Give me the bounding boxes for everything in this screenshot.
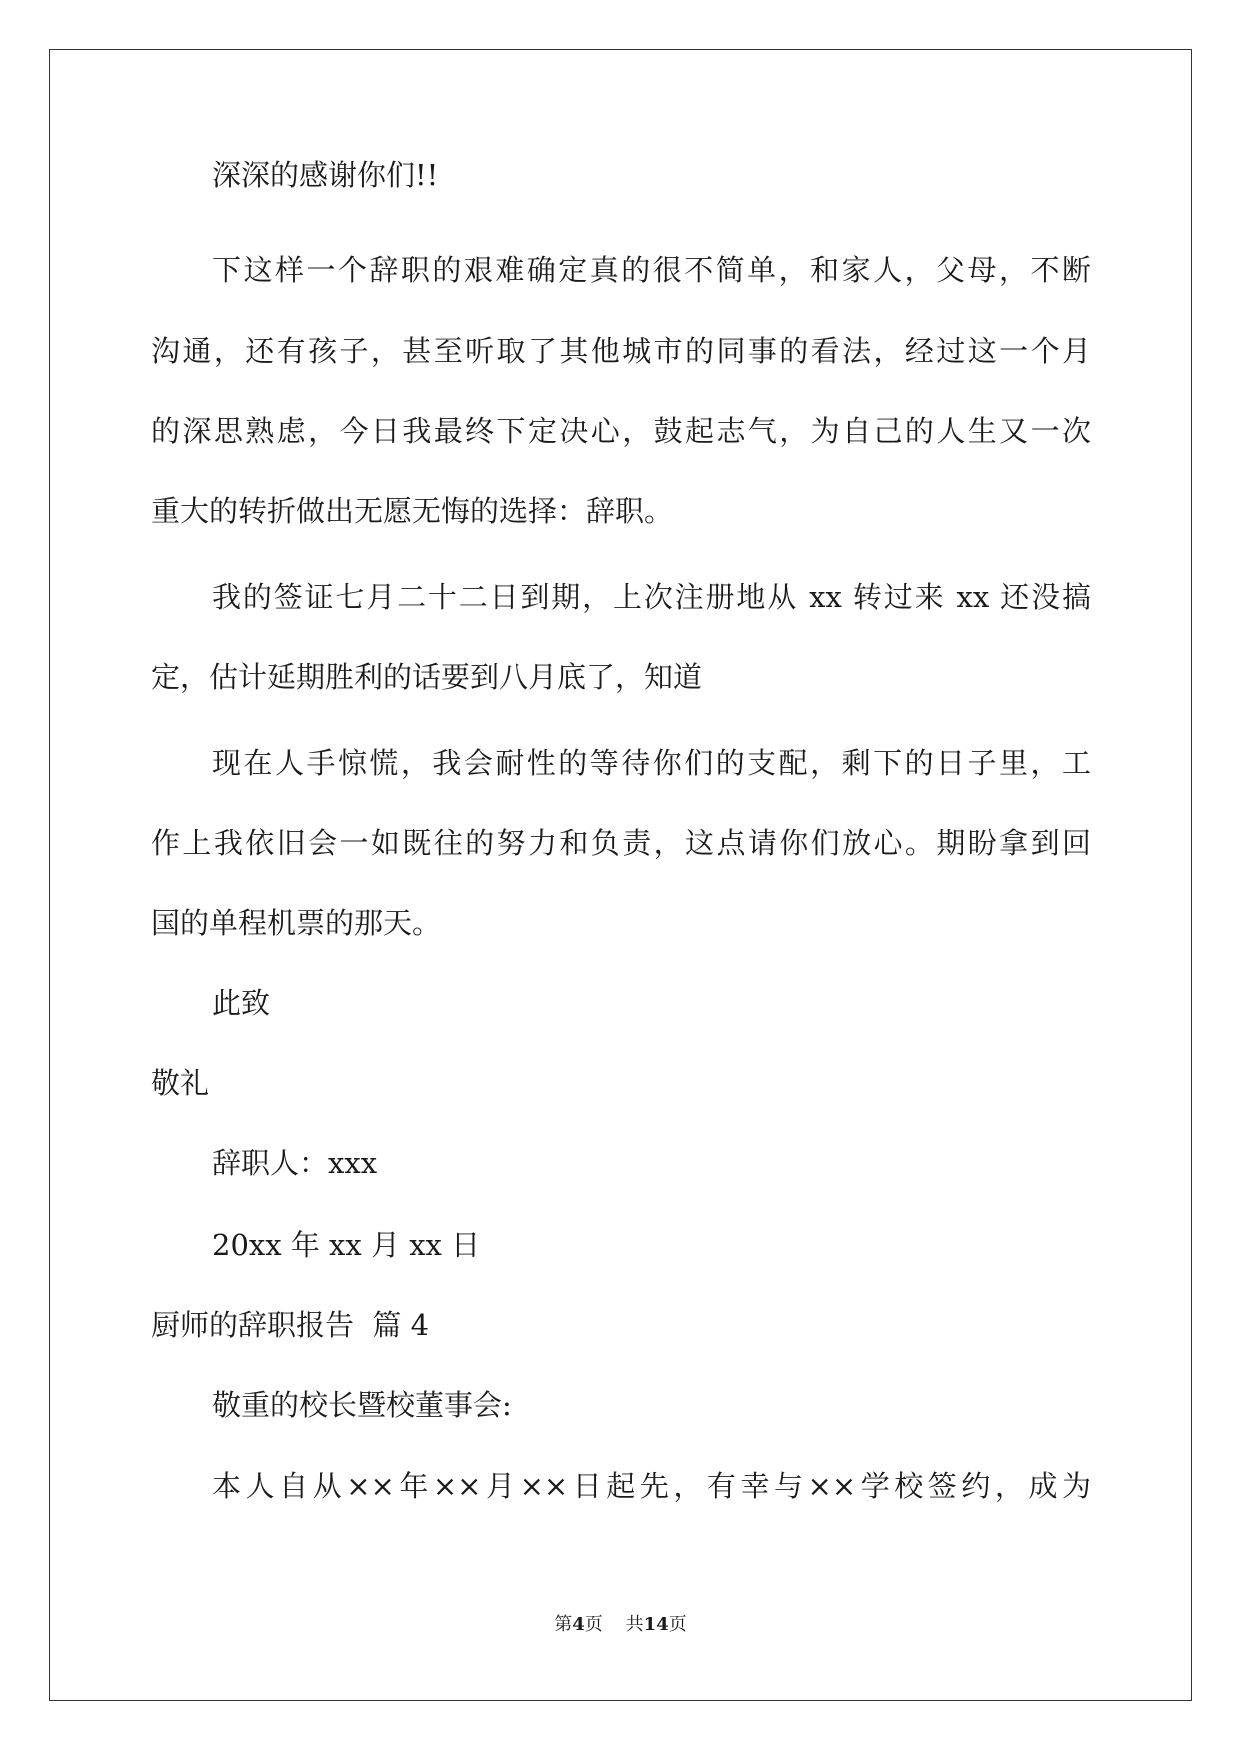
greeting-line: 敬重的校长暨校董事会: xyxy=(212,1388,512,1422)
text-line: 作上我依旧会一如既往的努力和负责，这点请你们放心。期盼拿到回 xyxy=(151,826,1091,860)
page-suffix: 页 xyxy=(584,1614,603,1635)
total-prefix: 共 xyxy=(625,1614,644,1635)
text-line: 本人自从××年××月××日起先，有幸与××学校签约，成为 xyxy=(212,1469,1091,1503)
text-line: 沟通，还有孩子，甚至听取了其他城市的同事的看法，经过这一个月 xyxy=(151,334,1091,368)
section-heading: 厨师的辞职报告 篇 4 xyxy=(151,1308,430,1342)
text-line: 现在人手惊慌，我会耐性的等待你们的支配，剩下的日子里，工 xyxy=(212,746,1091,780)
text-line: 我的签证七月二十二日到期，上次注册地从 xx 转过来 xx 还没搞 xyxy=(212,580,1091,614)
signature-line: 辞职人：xxx xyxy=(212,1146,378,1180)
text-line: 国的单程机票的那天。 xyxy=(151,906,442,940)
text-line: 定，估计延期胜利的话要到八月底了，知道 xyxy=(151,660,703,694)
closing-salutation: 此致 xyxy=(212,986,271,1020)
total-pages: 14 xyxy=(643,1614,669,1635)
page-footer xyxy=(0,1613,1241,1637)
total-suffix: 页 xyxy=(668,1614,687,1635)
text-line: 重大的转折做出无愿无悔的选择：辞职。 xyxy=(151,494,674,528)
text-line: 的深思熟虑，今日我最终下定决心，鼓起志气，为自己的人生又一次 xyxy=(151,414,1091,448)
date-line: 20xx 年 xx 月 xx 日 xyxy=(212,1228,481,1262)
closing-regards: 敬礼 xyxy=(151,1066,210,1100)
page-prefix: 第 xyxy=(554,1614,573,1635)
text-line: 深深的感谢你们!! xyxy=(212,158,439,192)
page-border xyxy=(49,49,1192,1701)
text-line: 下这样一个辞职的艰难确定真的很不简单，和家人，父母，不断 xyxy=(212,253,1091,287)
page-number: 4 xyxy=(572,1614,585,1635)
